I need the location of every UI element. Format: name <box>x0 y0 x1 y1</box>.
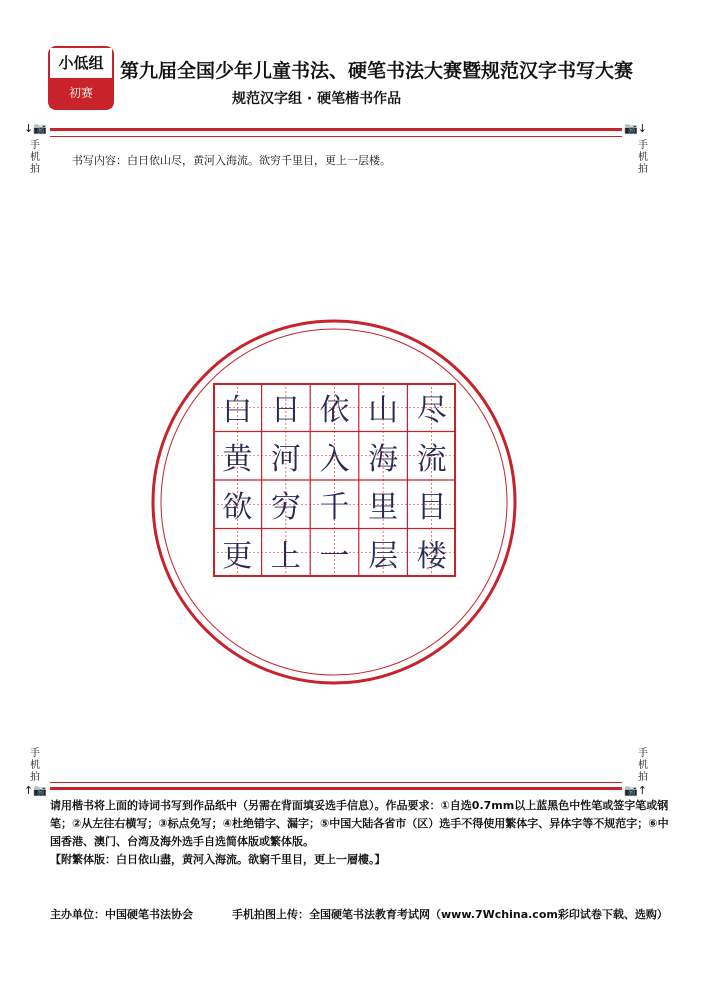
grid-cell-character: 入 <box>319 441 350 477</box>
organizer-label: 主办单位：中国硬笔书法协会 <box>50 908 193 921</box>
camera-icon-bottom-right: 📷↑ <box>624 784 647 797</box>
writing-instructions: 请用楷书将上面的诗词书写到作品纸中（另需在背面填妥选手信息）。作品要求：①自选0.7mm以上蓝黑色中性笔或签字笔或钢笔；②从左往右横写；③标点免写；④杜绝错字、漏字；⑤中国大陆各省市（区）选手不得使用繁体字、异体字等不规范字；⑥中国香港、澳门、台湾及海外选手自选简体版或繁体版。 <box>50 799 669 848</box>
grid-cell-character: 流 <box>416 441 447 477</box>
camera-icon-bottom-left: ↑📷 <box>24 784 47 797</box>
contest-subtitle: 规范汉字组 · 硬笔楷书作品 <box>232 91 402 107</box>
bottom-divider-thick <box>50 787 622 790</box>
grid-cell-character: 欲 <box>222 490 253 526</box>
grid-cell-character: 上 <box>270 538 301 574</box>
phone-photo-label-top-right: 手 机 拍 <box>638 140 648 175</box>
grid-cell-character: 目 <box>416 490 447 526</box>
top-divider-thin <box>50 136 622 137</box>
grid-cell-character: 里 <box>368 490 399 526</box>
upload-info: 手机拍图上传：全国硬笔书法教育考试网（www.7Wchina.com彩印试卷下载、选购） <box>232 908 668 921</box>
camera-icon-top-right: 📷↓ <box>624 122 647 135</box>
grid-cell-character: 山 <box>368 393 399 429</box>
grid-cell-character: 更 <box>222 538 253 574</box>
tianzige-grid[interactable] <box>213 383 456 577</box>
grid-cell-character: 海 <box>368 441 399 477</box>
grid-cell-character: 层 <box>368 538 399 574</box>
grid-cell-character: 穷 <box>270 490 301 526</box>
phone-photo-label-bottom-left: 手 机 拍 <box>30 748 40 783</box>
grid-cell-character: 日 <box>270 393 301 429</box>
group-badge <box>48 46 114 110</box>
camera-icon-top-left: ↓📷 <box>24 122 47 135</box>
top-divider-thick <box>50 128 622 131</box>
grid-cell-character: 尽 <box>416 393 447 429</box>
grid-cell-character: 白 <box>222 393 253 429</box>
badge-stage-label: 初赛 <box>50 78 112 108</box>
contest-title: 第九届全国少年儿童书法、硬笔书法大赛暨规范汉字书写大赛 <box>120 60 634 82</box>
writing-content-label: 书写内容：白日依山尽，黄河入海流。欲穷千里目，更上一层楼。 <box>72 154 391 167</box>
grid-cell-character: 黄 <box>222 441 253 477</box>
grid-cell-character: 河 <box>270 441 301 477</box>
grid-cell-character: 一 <box>319 538 350 574</box>
phone-photo-label-top-left: 手 机 拍 <box>30 140 40 175</box>
grid-cell-character: 千 <box>319 490 350 526</box>
traditional-reference: 【附繁体版：白日依山盡，黄河入海流。欲窮千里目，更上一層樓。】 <box>50 853 386 866</box>
grid-cell-character: 依 <box>319 393 350 429</box>
phone-photo-label-bottom-right: 手 机 拍 <box>638 748 648 783</box>
bottom-divider-thin <box>50 782 622 783</box>
grid-cell-character: 楼 <box>416 538 447 574</box>
badge-group-label: 小低组 <box>50 48 112 78</box>
